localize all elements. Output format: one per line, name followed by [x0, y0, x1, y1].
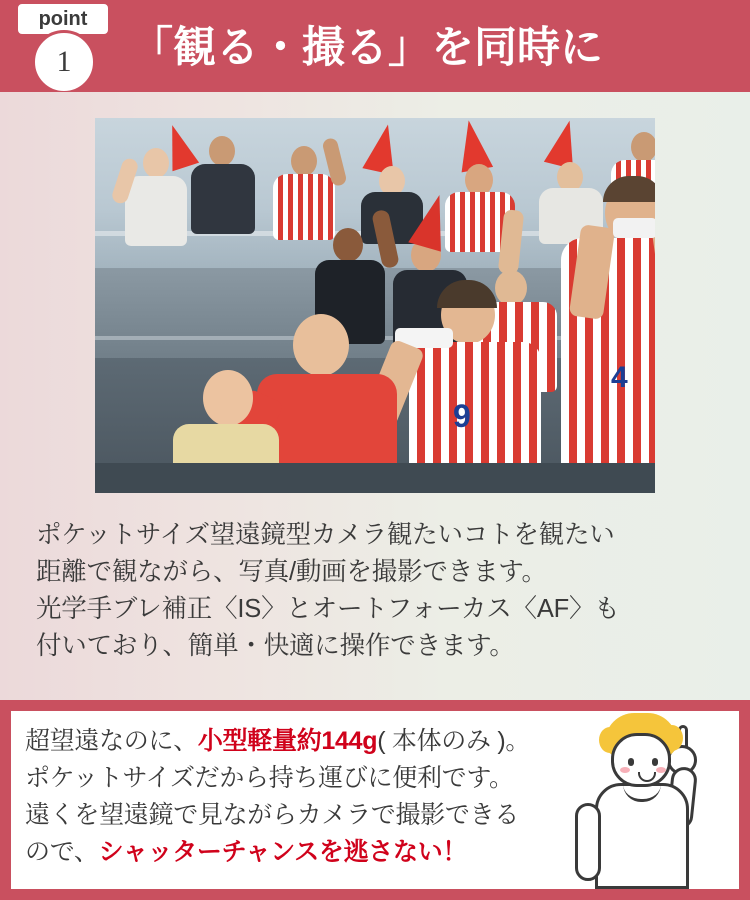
caption-line-3: 光学手ブレ補正〈IS〉とオートフォーカス〈AF〉も [36, 595, 620, 623]
highlight-line-4 [25, 834, 625, 871]
highlight-line-1 [25, 723, 625, 760]
mascot-illustration [561, 711, 731, 889]
caption-line-1: ポケットサイズ望遠鏡型カメラ観たいコトを観たい [36, 521, 615, 549]
caption-line-4: 付いており、簡単・快適に操作できます。 [36, 632, 515, 660]
mascot-left-arm [575, 803, 601, 881]
photo-illustration: 4 9 [95, 118, 655, 493]
highlight-shutter-chance: シャッターチャンスを逃さない！ [98, 838, 468, 866]
highlight-line-3: 遠くを望遠鏡で見ながらカメラで撮影できる [25, 801, 520, 829]
highlight-line-4-pre: ので、 [25, 838, 99, 866]
header-banner [0, 0, 750, 92]
mascot-eye-right [652, 758, 658, 766]
mascot-mouth [638, 772, 656, 782]
mascot-face [611, 733, 671, 787]
caption-line-2: 距離で観ながら、写真/動画を撮影できます。 [36, 558, 547, 586]
content-panel [0, 92, 750, 700]
stadium-crowd-photo [95, 118, 655, 493]
highlight-panel-inner [8, 708, 742, 892]
highlight-text [25, 723, 625, 871]
mascot-cheek-right [656, 767, 666, 773]
point-number: 1 [56, 45, 72, 78]
highlight-weight-value: 小型軽量約144g [197, 727, 378, 755]
highlight-line-1-pre: 超望遠なのに、 [25, 727, 198, 755]
mascot-cheek-left [620, 767, 630, 773]
point-number-circle [32, 30, 96, 94]
highlight-line-1-post: ( 本体のみ )。 [377, 727, 531, 755]
highlight-panel [0, 700, 750, 900]
mascot-eye-left [628, 758, 634, 766]
page-title: 「観る・撮る」を同時に [130, 24, 603, 72]
point-badge [18, 4, 110, 100]
point-label: point [38, 8, 88, 30]
highlight-line-2: ポケットサイズだから持ち運びに便利です。 [25, 764, 514, 792]
photo-caption [36, 517, 726, 665]
